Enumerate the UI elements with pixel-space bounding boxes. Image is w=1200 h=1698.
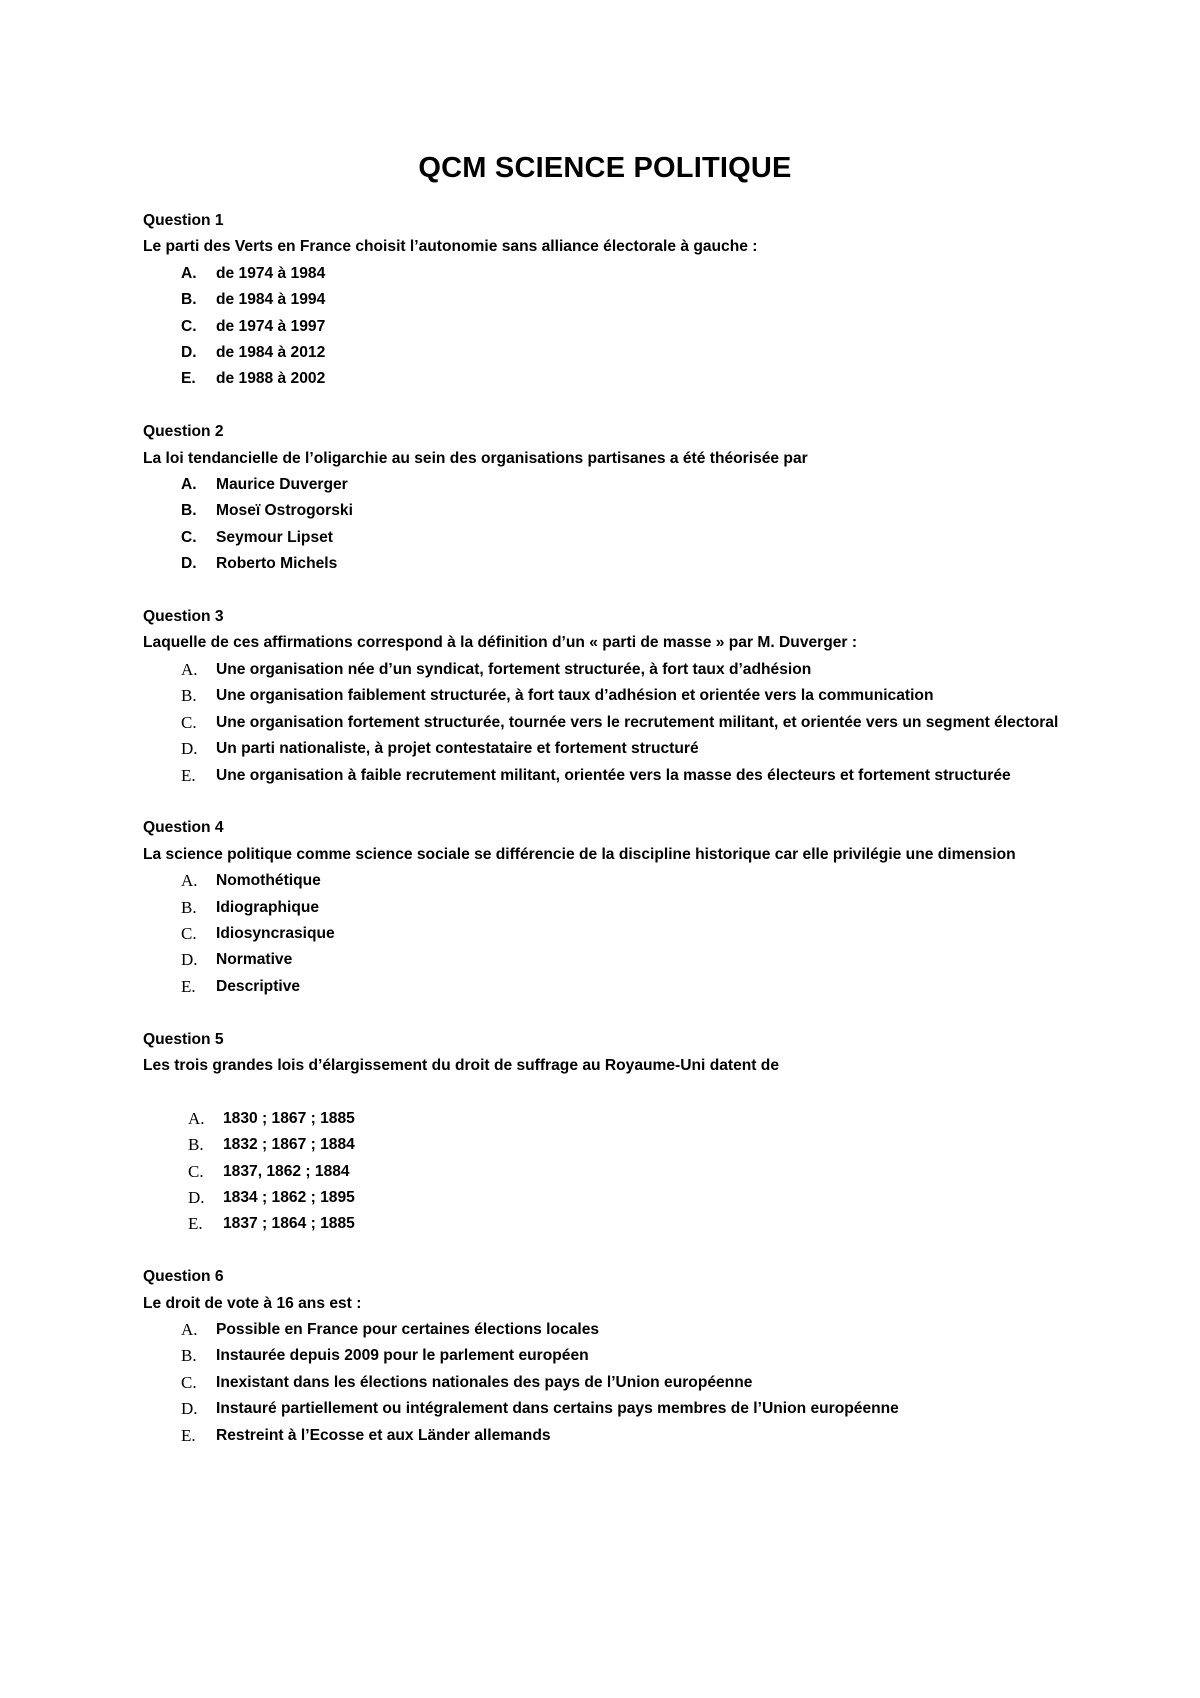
option-letter: C. xyxy=(188,1161,204,1181)
option-text: Idiographique xyxy=(216,898,320,916)
option-text: de 1974 à 1984 xyxy=(216,264,326,282)
question-6 xyxy=(143,1264,1063,1449)
question-2 xyxy=(143,419,1063,577)
option-a xyxy=(143,1106,1063,1132)
option-b xyxy=(143,498,1063,524)
question-5 xyxy=(143,1027,1063,1238)
option-letter: B. xyxy=(181,291,197,309)
option-c xyxy=(143,921,1063,947)
option-b xyxy=(143,1343,1063,1369)
option-text: de 1988 à 2002 xyxy=(216,370,326,388)
option-text: Une organisation née d’un syndicat, fortement structurée, à fort taux d’adhésion xyxy=(216,660,812,678)
option-letter: E. xyxy=(181,370,196,388)
option-text: Restreint à l’Ecosse et aux Länder allemands xyxy=(216,1426,551,1444)
option-text: Idiosyncrasique xyxy=(216,924,335,942)
option-a xyxy=(143,472,1063,498)
option-a xyxy=(143,261,1063,287)
option-text: Inexistant dans les élections nationales des pays de l’Union européenne xyxy=(216,1373,753,1391)
options-list xyxy=(143,261,1063,393)
option-a xyxy=(143,657,1063,683)
option-a xyxy=(143,868,1063,894)
option-d xyxy=(143,551,1063,577)
question-text: La science politique comme science sociale se différencie de la discipline historique car elle privilégie une dimension xyxy=(143,845,1016,863)
question-1 xyxy=(143,208,1063,393)
option-letter: D. xyxy=(181,344,197,362)
option-d xyxy=(143,340,1063,366)
options-list xyxy=(143,657,1063,789)
option-letter: E. xyxy=(188,1214,203,1234)
option-letter: C. xyxy=(181,923,197,943)
options-list xyxy=(143,472,1063,578)
question-text: Le parti des Verts en France choisit l’autonomie sans alliance électorale à gauche : xyxy=(143,238,758,256)
option-c xyxy=(143,710,1063,736)
option-e xyxy=(143,1423,1063,1449)
option-letter: B. xyxy=(181,502,197,520)
option-letter: D. xyxy=(181,739,198,759)
option-text: 1837 ; 1864 ; 1885 xyxy=(223,1215,355,1233)
question-text: Les trois grandes lois d’élargissement du droit de suffrage au Royaume-Uni datent de xyxy=(143,1056,780,1074)
option-b xyxy=(143,895,1063,921)
option-b xyxy=(143,1132,1063,1158)
option-text: Une organisation fortement structurée, tournée vers le recrutement militant, et orientée vers un segment électoral xyxy=(216,713,1059,731)
option-d xyxy=(143,736,1063,762)
option-letter: E. xyxy=(181,765,196,785)
option-d xyxy=(143,1396,1063,1422)
option-text: Roberto Michels xyxy=(216,555,338,573)
question-text: La loi tendancielle de l’oligarchie au sein des organisations partisanes a été théorisée par xyxy=(143,449,808,467)
option-text: Une organisation à faible recrutement militant, orientée vers la masse des électeurs et fortement structurée xyxy=(216,766,1011,784)
option-letter: A. xyxy=(181,476,197,494)
option-letter: B. xyxy=(181,686,197,706)
question-3 xyxy=(143,604,1063,789)
option-letter: A. xyxy=(181,871,198,891)
question-heading: Question 6 xyxy=(143,1268,224,1286)
option-text: Un parti nationaliste, à projet contestataire et fortement structuré xyxy=(216,740,699,758)
option-b xyxy=(143,683,1063,709)
question-text: Laquelle de ces affirmations correspond à la définition d’un « parti de masse » par M. Duverger : xyxy=(143,634,858,652)
option-e xyxy=(143,1211,1063,1237)
option-letter: A. xyxy=(181,264,197,282)
option-letter: C. xyxy=(181,1372,197,1392)
option-letter: D. xyxy=(188,1187,205,1207)
option-e xyxy=(143,974,1063,1000)
option-letter: B. xyxy=(188,1135,204,1155)
question-heading: Question 4 xyxy=(143,819,224,837)
question-text: Le droit de vote à 16 ans est : xyxy=(143,1294,362,1312)
option-letter: A. xyxy=(181,659,198,679)
option-text: 1834 ; 1862 ; 1895 xyxy=(223,1188,355,1206)
option-e xyxy=(143,763,1063,789)
option-letter: A. xyxy=(188,1108,205,1128)
option-c xyxy=(143,1159,1063,1185)
option-c xyxy=(143,314,1063,340)
question-heading: Question 3 xyxy=(143,608,224,626)
option-a xyxy=(143,1317,1063,1343)
option-letter: E. xyxy=(181,1425,196,1445)
option-text: Nomothétique xyxy=(216,872,321,890)
option-text: de 1984 à 1994 xyxy=(216,291,326,309)
option-text: 1832 ; 1867 ; 1884 xyxy=(223,1136,355,1154)
option-c xyxy=(143,1370,1063,1396)
option-text: 1837, 1862 ; 1884 xyxy=(223,1162,350,1180)
document-title: QCM SCIENCE POLITIQUE xyxy=(418,152,792,184)
option-letter: D. xyxy=(181,555,197,573)
option-letter: C. xyxy=(181,528,197,546)
option-letter: C. xyxy=(181,317,197,335)
option-text: Une organisation faiblement structurée, à fort taux d’adhésion et orientée vers la communication xyxy=(216,687,934,705)
option-text: Instauré partiellement ou intégralement dans certains pays membres de l’Union européenne xyxy=(216,1400,899,1418)
option-text: 1830 ; 1867 ; 1885 xyxy=(223,1109,355,1127)
option-text: Moseï Ostrogorski xyxy=(216,502,353,520)
option-text: Possible en France pour certaines élections locales xyxy=(216,1320,600,1338)
option-d xyxy=(143,1185,1063,1211)
option-text: Descriptive xyxy=(216,977,301,995)
option-text: Instaurée depuis 2009 pour le parlement européen xyxy=(216,1347,589,1365)
option-letter: C. xyxy=(181,712,197,732)
options-list xyxy=(143,868,1063,1000)
question-heading: Question 2 xyxy=(143,423,224,441)
option-text: de 1984 à 2012 xyxy=(216,344,326,362)
option-text: Seymour Lipset xyxy=(216,528,333,546)
option-text: Maurice Duverger xyxy=(216,476,348,494)
option-letter: D. xyxy=(181,1399,198,1419)
option-d xyxy=(143,947,1063,973)
blank-line xyxy=(143,1079,1063,1105)
document-body xyxy=(143,208,1063,1475)
question-heading: Question 1 xyxy=(143,212,224,229)
option-letter: B. xyxy=(181,897,197,917)
option-letter: B. xyxy=(181,1346,197,1366)
question-4 xyxy=(143,815,1063,1000)
options-list xyxy=(143,1106,1063,1238)
option-e xyxy=(143,366,1063,392)
option-letter: A. xyxy=(181,1319,198,1339)
options-list xyxy=(143,1317,1063,1449)
question-heading: Question 5 xyxy=(143,1030,224,1048)
option-text: de 1974 à 1997 xyxy=(216,317,326,335)
option-text: Normative xyxy=(216,951,293,969)
option-letter: D. xyxy=(181,950,198,970)
option-letter: E. xyxy=(181,976,196,996)
option-c xyxy=(143,525,1063,551)
option-b xyxy=(143,287,1063,313)
